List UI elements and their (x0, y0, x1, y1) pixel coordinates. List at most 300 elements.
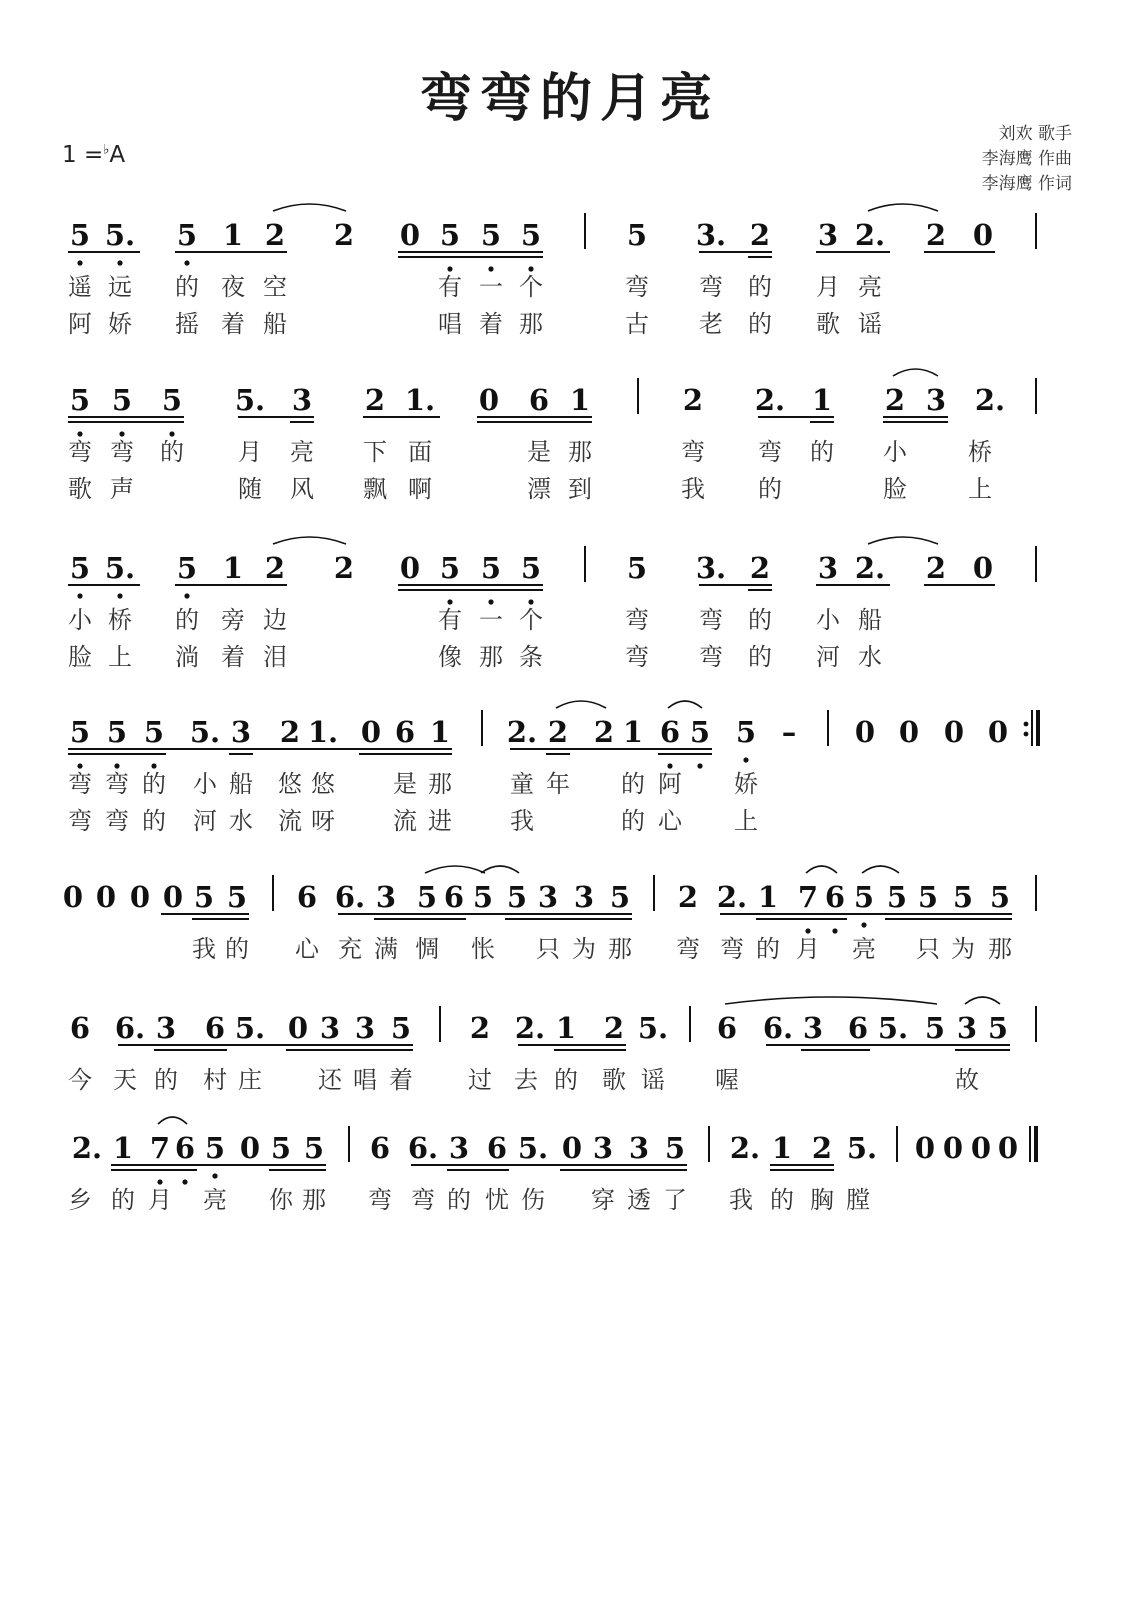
lyric-char: 娇 (734, 770, 758, 798)
note: 5 (69, 218, 91, 252)
lyric-char: 是 (527, 438, 551, 466)
note: 2 (749, 218, 771, 252)
lyric-char: 的 (225, 935, 249, 963)
lyric-char: 弯 (411, 1186, 435, 1214)
note: 1 (771, 1131, 793, 1165)
note: 3 (448, 1131, 470, 1165)
note: 5 (506, 880, 528, 914)
note: 2 (603, 1011, 625, 1045)
lyric-char: 船 (229, 770, 253, 798)
note: 5 (176, 218, 198, 252)
lyric-char: 谣 (858, 310, 882, 338)
repeat-dot (1024, 732, 1029, 737)
note: 5 (626, 218, 648, 252)
lyric-char: 河 (816, 643, 840, 671)
note: 6 (296, 880, 318, 914)
lyric-char: 船 (263, 310, 287, 338)
lyric-char: 谣 (641, 1066, 665, 1094)
note: 2 (333, 218, 355, 252)
lyric-char: 脸 (68, 643, 92, 671)
note: 0 (62, 880, 84, 914)
note: 6. (114, 1011, 146, 1045)
note: 7 (797, 880, 819, 914)
lyric-char: 的 (621, 807, 645, 835)
lyric-char: 旁 (221, 606, 245, 634)
lyric-char: 下 (363, 438, 387, 466)
note: 5 (626, 551, 648, 585)
note: 5 (111, 383, 133, 417)
note: 6 (847, 1011, 869, 1045)
octave-dot (743, 757, 748, 762)
lyric-char: 村 (203, 1066, 227, 1094)
flat-symbol: ♭ (103, 142, 110, 158)
note: 0 (399, 551, 421, 585)
note: 1 (569, 383, 591, 417)
lyric-char: 我 (192, 935, 216, 963)
note: 5 (270, 1131, 292, 1165)
note: 5 (480, 218, 502, 252)
lyric-char: 月 (148, 1186, 172, 1214)
note: 2. (716, 880, 748, 914)
lyric-char: 桥 (108, 606, 132, 634)
lyric-char: 个 (519, 273, 543, 301)
note: 6 (394, 715, 416, 749)
lyric-char: 老 (699, 310, 723, 338)
lyric-char: 月 (816, 273, 840, 301)
octave-dot (212, 1173, 217, 1178)
lyric-char: 的 (142, 770, 166, 798)
note: 5 (69, 715, 91, 749)
octave-dot (667, 763, 672, 768)
note: 1 (112, 1131, 134, 1165)
lyric-char: 弯 (68, 438, 92, 466)
lyric-char: 弯 (368, 1186, 392, 1214)
note: 2 (364, 383, 386, 417)
lyric-char: 脸 (883, 475, 907, 503)
note: 1. (404, 383, 436, 417)
note: 2 (925, 218, 947, 252)
lyric-char: 的 (175, 606, 199, 634)
octave-dot (488, 266, 493, 271)
note: 1 (222, 551, 244, 585)
note: 6. (762, 1011, 794, 1045)
note: 0 (129, 880, 151, 914)
note: 5 (853, 880, 875, 914)
octave-dot (157, 1179, 162, 1184)
note: 2. (854, 218, 886, 252)
note: 5 (69, 551, 91, 585)
note: 2. (854, 551, 886, 585)
lyric-char: 呀 (311, 807, 335, 835)
final-bar-thick (1034, 1126, 1038, 1162)
lyric-char: 那 (568, 438, 592, 466)
credit-singer: 刘欢 歌手 (998, 124, 1072, 144)
lyric-char: 的 (142, 807, 166, 835)
note: 3 (354, 1011, 376, 1045)
tie-arc (862, 866, 899, 873)
note: 2 (925, 551, 947, 585)
note: 2 (811, 1131, 833, 1165)
lyric-char: 忧 (485, 1186, 509, 1214)
lyric-char: 心 (295, 935, 319, 963)
note: 5 (609, 880, 631, 914)
lyric-char: 我 (510, 807, 534, 835)
repeat-bar-thick (1036, 710, 1040, 746)
note: 5 (176, 551, 198, 585)
note: 2 (677, 880, 699, 914)
lyric-char: 水 (229, 807, 253, 835)
lyric-char: 个 (519, 606, 543, 634)
note: 0 (898, 715, 920, 749)
lyric-char: 上 (734, 807, 758, 835)
tie-arc (868, 204, 938, 211)
lyric-char: 的 (447, 1186, 471, 1214)
lyric-char: 去 (514, 1066, 538, 1094)
lyric-char: 是 (393, 770, 417, 798)
lyric-char: 漂 (527, 475, 551, 503)
note: 3 (573, 880, 595, 914)
note: 5 (886, 880, 908, 914)
octave-dot (447, 599, 452, 604)
note: 5 (917, 880, 939, 914)
lyric-char: 弯 (625, 643, 649, 671)
lyric-char: 的 (748, 643, 772, 671)
lyric-char: 透 (627, 1186, 651, 1214)
note: 5. (189, 715, 221, 749)
tie-arc (868, 537, 938, 544)
lyric-char: 为 (951, 935, 975, 963)
note: 5 (303, 1131, 325, 1165)
lyric-char: 着 (479, 310, 503, 338)
lyric-char: 你 (269, 1186, 293, 1214)
note: 6 (174, 1131, 196, 1165)
lyric-char: 还 (318, 1066, 342, 1094)
lyric-char: 天 (113, 1066, 137, 1094)
octave-dot (528, 599, 533, 604)
octave-dot (117, 593, 122, 598)
octave-dot (184, 593, 189, 598)
lyric-char: 怅 (471, 935, 495, 963)
lyric-char: 弯 (676, 935, 700, 963)
note: 3 (592, 1131, 614, 1165)
note: 0 (478, 383, 500, 417)
lyric-char: 流 (393, 807, 417, 835)
lyric-char: 那 (479, 643, 503, 671)
lyric-char: 的 (554, 1066, 578, 1094)
lyric-char: 弯 (105, 807, 129, 835)
lyric-char: 故 (955, 1066, 979, 1094)
octave-dot (832, 928, 837, 933)
note: 0 (239, 1131, 261, 1165)
lyric-char: 唱 (353, 1066, 377, 1094)
lyric-char: 我 (729, 1186, 753, 1214)
lyric-char: 歌 (602, 1066, 626, 1094)
lyric-char: 到 (568, 475, 592, 503)
note: 3 (628, 1131, 650, 1165)
note: 2 (682, 383, 704, 417)
octave-dot (119, 431, 124, 436)
octave-dot (697, 763, 702, 768)
note: 5. (234, 383, 266, 417)
note: 2 (264, 551, 286, 585)
lyric-char: 只 (536, 935, 560, 963)
note: 6 (204, 1011, 226, 1045)
tie-arc (273, 537, 346, 544)
lyric-char: 弯 (625, 606, 649, 634)
octave-dot (861, 922, 866, 927)
credit-composer: 李海鹰 作曲 (981, 149, 1072, 169)
note: 5 (193, 880, 215, 914)
lyric-char: 遥 (68, 273, 92, 301)
note: 2 (333, 551, 355, 585)
repeat-dot (1024, 722, 1029, 727)
lyric-char: 悠 (278, 770, 302, 798)
lyric-char: 满 (374, 935, 398, 963)
note: 2 (749, 551, 771, 585)
note: 2. (754, 383, 786, 417)
note: 2 (279, 715, 301, 749)
note: 3 (155, 1011, 177, 1045)
credit-lyricist: 李海鹰 作词 (981, 174, 1072, 194)
key-note: A (109, 142, 126, 168)
tie-arc (965, 997, 1000, 1004)
lyric-char: 飘 (363, 475, 387, 503)
octave-dot (77, 763, 82, 768)
note: 1 (757, 880, 779, 914)
tie-arc (725, 997, 937, 1004)
note: 3 (230, 715, 252, 749)
lyric-char: 过 (468, 1066, 492, 1094)
key-prefix: 1 = (62, 142, 104, 168)
note: 5 (989, 880, 1011, 914)
note: 3 (291, 383, 313, 417)
lyric-char: 边 (263, 606, 287, 634)
lyric-char: 庄 (238, 1066, 262, 1094)
tie-arc (668, 701, 702, 708)
note: 5. (517, 1131, 549, 1165)
note: 7 (149, 1131, 171, 1165)
lyric-char: 充 (338, 935, 362, 963)
note: 5. (104, 551, 136, 585)
note: 3 (817, 218, 839, 252)
lyric-char: 小 (816, 606, 840, 634)
lyric-char: 啊 (408, 475, 432, 503)
note: 3 (537, 880, 559, 914)
lyric-char: 阿 (658, 770, 682, 798)
octave-dot (117, 260, 122, 265)
note: 5 (987, 1011, 1009, 1045)
lyric-char: 着 (221, 310, 245, 338)
note: 1 (555, 1011, 577, 1045)
note: 3 (375, 880, 397, 914)
octave-dot (447, 266, 452, 271)
note: 5 (472, 880, 494, 914)
lyric-char: 水 (858, 643, 882, 671)
lyric-char: 弯 (625, 273, 649, 301)
song-title: 弯弯的月亮 (419, 69, 720, 129)
lyric-char: 悠 (311, 770, 335, 798)
note: 5 (520, 551, 542, 585)
note: 2 (547, 715, 569, 749)
note: 6 (716, 1011, 738, 1045)
note: 2 (593, 715, 615, 749)
lyric-char: 像 (438, 643, 462, 671)
lyric-char: 河 (193, 807, 217, 835)
lyric-char: 惆 (415, 935, 439, 963)
note: 6 (824, 880, 846, 914)
lyric-char: 的 (748, 310, 772, 338)
lyric-char: 亮 (852, 935, 876, 963)
lyric-char: 月 (238, 438, 262, 466)
lyric-char: 弯 (699, 273, 723, 301)
lyric-char: 条 (519, 643, 543, 671)
note: 3 (817, 551, 839, 585)
octave-dot (528, 266, 533, 271)
note: 1 (622, 715, 644, 749)
note: 0 (399, 218, 421, 252)
lyric-char: 声 (110, 475, 134, 503)
note: 5 (439, 551, 461, 585)
note: 6. (334, 880, 366, 914)
lyric-char: 弯 (110, 438, 134, 466)
lyric-char: 风 (290, 475, 314, 503)
lyric-char: 只 (916, 935, 940, 963)
note: 3 (802, 1011, 824, 1045)
lyric-char: 一 (479, 606, 503, 634)
lyric-char: 上 (108, 643, 132, 671)
lyric-char: 桥 (968, 438, 992, 466)
lyric-char: 着 (221, 643, 245, 671)
lyric-char: 亮 (858, 273, 882, 301)
note: 0 (360, 715, 382, 749)
lyric-char: 的 (810, 438, 834, 466)
tie-arc (158, 1117, 187, 1124)
note: 2. (71, 1131, 103, 1165)
note: 6 (69, 1011, 91, 1045)
note: 2. (506, 715, 538, 749)
note: 5 (924, 1011, 946, 1045)
lyric-char: 喔 (715, 1066, 739, 1094)
lyric-char: 那 (428, 770, 452, 798)
lyric-char: 空 (263, 273, 287, 301)
note: 0 (287, 1011, 309, 1045)
lyric-char: 年 (546, 770, 570, 798)
lyric-char: 的 (160, 438, 184, 466)
lyric-char: 着 (389, 1066, 413, 1094)
note: 5. (104, 218, 136, 252)
lyric-char: 的 (748, 273, 772, 301)
note: 3. (695, 551, 727, 585)
note: 5. (846, 1131, 878, 1165)
lyric-char: 为 (572, 935, 596, 963)
lyric-char: 弯 (681, 438, 705, 466)
tie-arc (556, 701, 606, 708)
note: 5 (689, 715, 711, 749)
lyric-char: 那 (608, 935, 632, 963)
lyric-char: 亮 (290, 438, 314, 466)
note: 1 (222, 218, 244, 252)
lyric-char: 的 (154, 1066, 178, 1094)
lyric-char: 夜 (221, 273, 245, 301)
lyric-char: 乡 (68, 1186, 92, 1214)
note: 6 (443, 880, 465, 914)
lyric-char: 那 (988, 935, 1012, 963)
lyric-char: 的 (748, 606, 772, 634)
note: 1 (429, 715, 451, 749)
note: 0 (972, 218, 994, 252)
note: 6 (528, 383, 550, 417)
note: 2 (884, 383, 906, 417)
lyric-char: 淌 (175, 643, 199, 671)
lyric-char: 小 (193, 770, 217, 798)
lyric-char: 上 (968, 475, 992, 503)
lyric-char: 胸 (810, 1186, 834, 1214)
lyric-char: 心 (658, 807, 682, 835)
lyric-char: 的 (770, 1186, 794, 1214)
note: 5 (226, 880, 248, 914)
note: 5 (106, 715, 128, 749)
lyric-char: 膛 (846, 1186, 870, 1214)
note: 6 (486, 1131, 508, 1165)
lyric-char: 弯 (758, 438, 782, 466)
lyric-char: 娇 (108, 310, 132, 338)
lyric-char: 的 (621, 770, 645, 798)
note: – (781, 715, 797, 749)
octave-dot (77, 593, 82, 598)
note: 0 (970, 1131, 992, 1165)
note: 6 (369, 1131, 391, 1165)
note: 1. (307, 715, 339, 749)
lyric-char: 弯 (68, 770, 92, 798)
lyric-char: 唱 (438, 310, 462, 338)
tie-arc (806, 866, 837, 873)
note: 3 (925, 383, 947, 417)
octave-dot (169, 431, 174, 436)
octave-dot (488, 599, 493, 604)
lyric-char: 泪 (263, 643, 287, 671)
lyric-char: 弯 (68, 807, 92, 835)
octave-dot (151, 763, 156, 768)
lyric-char: 船 (858, 606, 882, 634)
note: 2. (514, 1011, 546, 1045)
lyric-char: 小 (883, 438, 907, 466)
note: 5 (390, 1011, 412, 1045)
note: 6 (659, 715, 681, 749)
note: 5. (637, 1011, 669, 1045)
note: 2. (974, 383, 1006, 417)
note: 5 (520, 218, 542, 252)
note: 0 (561, 1131, 583, 1165)
tie-arc (273, 204, 346, 211)
note: 5 (416, 880, 438, 914)
tie-arc (893, 369, 938, 376)
octave-dot (77, 260, 82, 265)
lyric-char: 有 (438, 606, 462, 634)
lyric-char: 弯 (699, 606, 723, 634)
lyric-char: 了 (663, 1186, 687, 1214)
lyric-char: 随 (238, 475, 262, 503)
note: 3 (956, 1011, 978, 1045)
note: 0 (942, 1131, 964, 1165)
lyric-char: 弯 (720, 935, 744, 963)
octave-dot (182, 1179, 187, 1184)
lyric-char: 那 (302, 1186, 326, 1214)
note: 0 (854, 715, 876, 749)
lyric-char: 今 (68, 1066, 92, 1094)
note: 5 (735, 715, 757, 749)
note: 0 (987, 715, 1009, 749)
note: 2 (469, 1011, 491, 1045)
